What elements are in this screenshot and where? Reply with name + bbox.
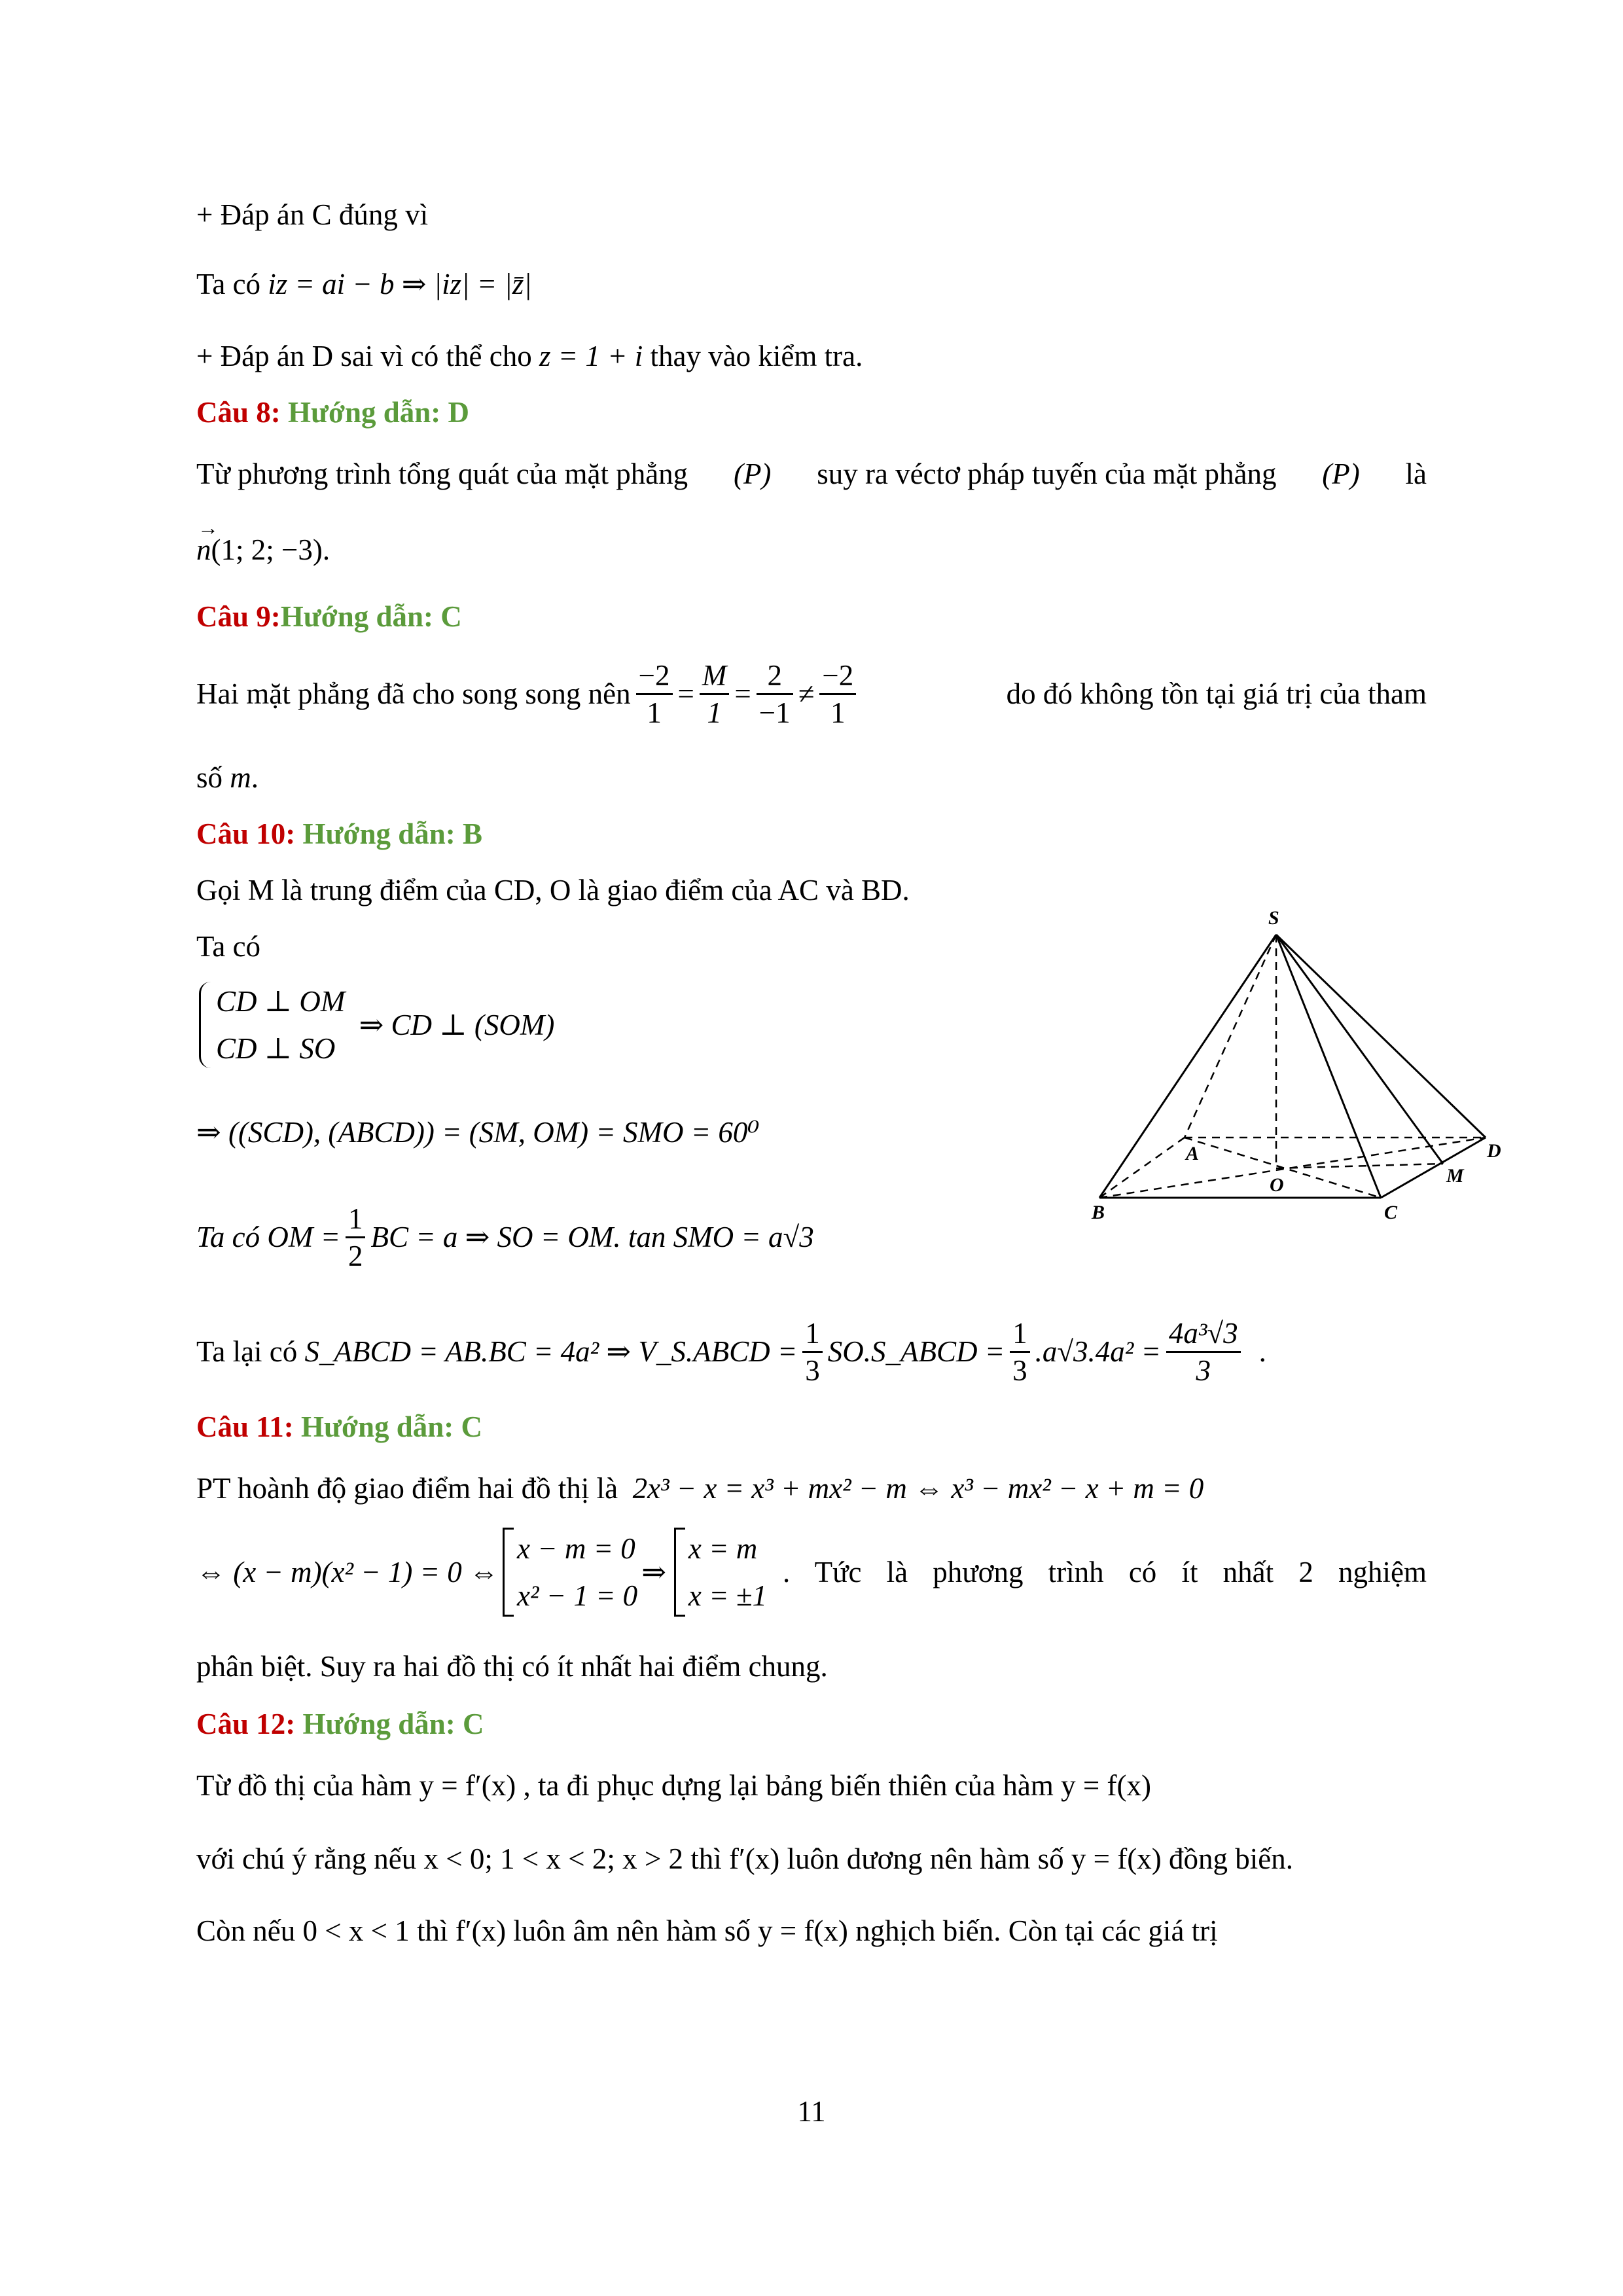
answer-label: Hướng dẫn: B [302,817,483,850]
vector-n: → n [196,530,211,569]
fraction [757,658,793,730]
implies: ⇒ [641,1556,666,1588]
text: do đó không tồn tại giá trị của tham [1006,677,1427,710]
text: Hai mặt phẳng đã cho song song nên [196,677,631,710]
text: là [1405,457,1427,490]
line-dap-an-c: + Đáp án C đúng vì [196,198,429,231]
question-label: Câu 8: [196,396,281,429]
pyramid-figure [1086,897,1505,1224]
text: Ta có OM = [196,1221,340,1253]
system-line: CD ⊥ SO [216,1032,336,1065]
heading-cau-10 [196,814,482,853]
q10-system [196,978,554,1072]
label-o: O [1270,1174,1284,1196]
edge-sa [1185,935,1276,1138]
q12-line-2: với chú ý rằng nếu x < 0; 1 < x < 2; x > 2 thì f′(x) luôn dương nên hàm số y = f(x) đồng biến. [196,1842,1293,1875]
formula: (1; 2; −3). [211,533,330,566]
question-label: Câu 9: [196,600,281,633]
denominator: 3 [1196,1354,1211,1387]
formula: 2x³ − x = x³ + mx² − m ⇔ x³ − mx² − x + m = 0 [632,1472,1204,1505]
q8-normal-vector [196,530,330,569]
formula: iz = ai − b ⇒ |iz| = |z̄| [268,268,532,300]
formula: ⇒ CD ⊥ (SOM) [359,1009,555,1041]
q11-line-3: phân biệt. Suy ra hai đồ thị có ít nhất hai điểm chung. [196,1650,828,1683]
fraction [700,658,730,730]
text: . Tức là phương trình có ít nhất 2 nghiệm [782,1556,1427,1588]
q10-line-2: Ta có [196,930,261,963]
q9-line-1 [196,655,1427,733]
not-equal: ≠ [798,677,815,710]
system-line: x − m = 0 [516,1532,635,1565]
text: Ta có [196,268,261,300]
q10-line-1: Gọi M là trung điểm của CD, O là giao điểm của AC và BD. [196,874,910,906]
segment-om [1276,1164,1443,1168]
answer-label: Hướng dẫn: C [280,600,462,633]
text: số [196,761,223,794]
system-line: x = ±1 [688,1579,767,1612]
system-line: x = m [688,1532,758,1565]
label-s: S [1268,907,1279,929]
question-label: Câu 11: [196,1410,294,1443]
denominator: −1 [758,696,791,729]
text: PT hoành độ giao điểm hai đồ thị là [196,1472,618,1505]
denominator: 3 [1012,1354,1027,1387]
line-dap-an-d [196,336,863,376]
denominator: 1 [830,696,846,729]
fraction [346,1201,366,1274]
numerator: 4a³√3 [1166,1316,1241,1353]
edge-ab [1099,1138,1185,1198]
q9-ratio [196,655,861,733]
heading-cau-12 [196,1704,484,1744]
text: . [1258,1335,1266,1368]
q12-line-3: Còn nếu 0 < x < 1 thì f′(x) luôn âm nên hàm số y = f(x) nghịch biến. Còn tại các giá trị [196,1914,1218,1947]
heading-cau-8 [196,393,469,432]
answer-label: Hướng dẫn: C [302,1708,484,1740]
edge-sm [1276,935,1443,1164]
numerator: 1 [346,1201,366,1238]
denominator: 2 [348,1239,363,1272]
q9-line-2 [196,758,259,797]
numerator: M [700,658,730,695]
formula: (P) [1322,457,1360,490]
numerator: −2 [819,658,856,695]
text: suy ra véctơ pháp tuyến của mặt phẳng [817,457,1277,490]
answer-label: Hướng dẫn: C [301,1410,483,1443]
fraction [1010,1316,1030,1388]
question-label: Câu 10: [196,817,296,850]
q10-om [196,1198,814,1276]
text: Từ phương trình tổng quát của mặt phẳng [196,457,688,490]
line-ta-co-iz [196,264,532,304]
fraction [802,1316,823,1388]
denominator: 3 [805,1354,820,1387]
question-label: Câu 12: [196,1708,296,1740]
numerator: 1 [1010,1316,1030,1353]
formula: z = 1 + i [539,340,643,372]
numerator: 2 [757,658,793,695]
text: . [251,761,259,794]
label-a: A [1186,1143,1200,1164]
formula: ⇔ (x − m)(x² − 1) = 0 ⇔ [196,1556,499,1588]
formula: S_ABCD = AB.BC = 4a² ⇒ V_S.ABCD = [304,1335,798,1368]
label-d: D [1487,1140,1501,1162]
fraction [1166,1316,1241,1388]
formula: BC = a ⇒ SO = OM. tan SMO = a√3 [370,1221,814,1253]
edge-cd [1381,1138,1486,1198]
q11-line-2 [196,1525,1427,1619]
system-brace [196,978,345,1072]
system-line: x² − 1 = 0 [516,1579,638,1612]
denominator: 1 [707,696,722,729]
heading-cau-9 [196,597,462,636]
q10-volume [196,1309,1266,1394]
label-b: B [1092,1202,1105,1223]
label-m: M [1446,1165,1464,1187]
formula: m [230,761,251,794]
bracket-result [670,1525,767,1619]
page-number: 11 [797,2095,826,2128]
q8-line-1 [196,454,1427,493]
bracket-system [499,1525,637,1619]
fraction [636,658,673,730]
text: thay vào kiểm tra. [650,340,863,372]
answer-label: Hướng dẫn: D [288,396,470,429]
label-c: C [1384,1202,1398,1223]
equals: = [734,677,751,710]
q12-line-1: Từ đồ thị của hàm y = f′(x) , ta đi phục dựng lại bảng biến thiên của hàm y = f(x) [196,1769,1151,1802]
formula: .a√3.4a² = [1035,1335,1161,1368]
heading-cau-11 [196,1407,482,1446]
text: Ta lại có [196,1335,298,1368]
system-line: CD ⊥ OM [216,985,346,1018]
text: + Đáp án D sai vì có thể cho [196,340,532,372]
q10-angle: ⇒ ((SCD), (ABCD)) = (SM, OM) = SMO = 60⁰ [196,1116,760,1149]
numerator: −2 [636,658,673,695]
formula: (P) [733,457,772,490]
equals: = [677,677,694,710]
formula: SO.S_ABCD = [827,1335,1005,1368]
fraction [819,658,856,730]
edge-sd [1276,935,1486,1138]
q11-line-1 [196,1469,1204,1508]
edge-sc [1276,935,1381,1198]
numerator: 1 [802,1316,823,1353]
denominator: 1 [647,696,662,729]
